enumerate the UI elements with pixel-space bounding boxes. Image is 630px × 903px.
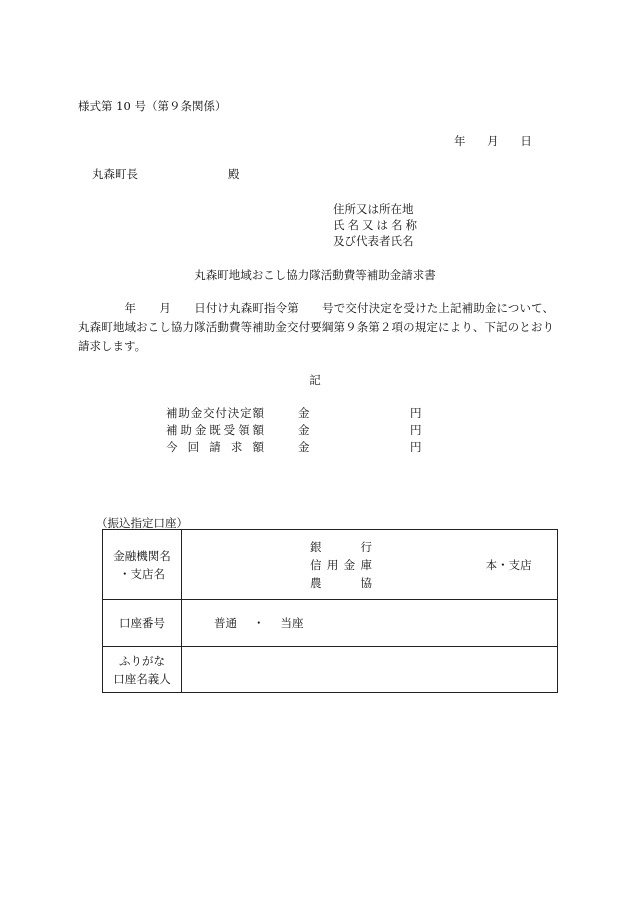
account-number-cell[interactable] bbox=[182, 600, 558, 647]
account-holder-label: 口座名義人 bbox=[113, 671, 171, 686]
request-body: 年 月 日付け丸森町指令第 号で交付決定を受けた上記補助金について、丸森町地域おこし協力隊活動費等補助金交付要綱第９条第２項の規定により、下記のとおり請求します。 bbox=[78, 301, 554, 353]
date-year: 年 bbox=[454, 134, 466, 148]
account-number-row bbox=[103, 600, 558, 647]
document-title: 丸森町地域おこし協力隊活動費等補助金請求書 bbox=[194, 268, 436, 282]
institution-value-cell[interactable] bbox=[182, 530, 558, 600]
institution-row bbox=[103, 530, 558, 600]
amount-label: 補助金既受領額 bbox=[166, 423, 264, 437]
institution-label: 金融機関名 bbox=[113, 548, 171, 563]
account-type-current: 当座 bbox=[280, 616, 304, 630]
applicant-block bbox=[333, 201, 420, 249]
amount-row bbox=[166, 422, 422, 439]
account-type-separator: ・ bbox=[253, 616, 265, 630]
account-section-label: （振込指定口座） bbox=[96, 516, 188, 530]
addressee-name: 丸森町長 bbox=[92, 167, 138, 181]
ki-heading: 記 bbox=[309, 373, 321, 387]
account-holder-label-cell bbox=[103, 647, 182, 693]
branch-suffix: 本・支店 bbox=[485, 557, 532, 572]
amount-unit: 円 bbox=[410, 440, 422, 454]
institution-label-cell bbox=[103, 530, 182, 600]
account-table bbox=[102, 529, 558, 693]
date-month: 月 bbox=[487, 134, 499, 148]
amounts-list bbox=[166, 405, 422, 456]
date-day: 日 bbox=[520, 134, 532, 148]
bank-type-bank: 銀 行 bbox=[310, 539, 372, 554]
applicant-name: 氏名又は名称 bbox=[333, 218, 420, 232]
account-holder-cell[interactable] bbox=[182, 647, 558, 693]
amount-label: 今回請求額 bbox=[166, 440, 264, 454]
furigana-label: ふりがな bbox=[119, 653, 165, 668]
amount-label: 補助金交付決定額 bbox=[166, 406, 264, 420]
date-line bbox=[454, 133, 532, 149]
amount-unit: 円 bbox=[410, 423, 422, 437]
amount-currency: 金 bbox=[298, 440, 310, 454]
amount-row bbox=[166, 405, 422, 422]
bank-type-list bbox=[310, 538, 372, 592]
amount-unit: 円 bbox=[410, 406, 422, 420]
addressee-honorific: 殿 bbox=[228, 167, 240, 181]
amount-row bbox=[166, 439, 422, 456]
bank-type-shinkin: 信用金庫 bbox=[310, 557, 372, 572]
applicant-representative: 及び代表者氏名 bbox=[333, 234, 414, 248]
bank-type-nokyo: 農 協 bbox=[310, 575, 372, 590]
amount-currency: 金 bbox=[298, 406, 310, 420]
account-number-label: 口座番号 bbox=[103, 600, 182, 647]
form-number: 様式第 10 号（第９条関係） bbox=[78, 99, 227, 113]
amount-currency: 金 bbox=[298, 423, 310, 437]
addressee bbox=[92, 166, 240, 182]
account-type-normal: 普通 bbox=[214, 616, 237, 630]
branch-label: ・支店名 bbox=[119, 566, 165, 581]
applicant-address: 住所又は所在地 bbox=[333, 202, 414, 216]
account-holder-row bbox=[103, 647, 558, 693]
